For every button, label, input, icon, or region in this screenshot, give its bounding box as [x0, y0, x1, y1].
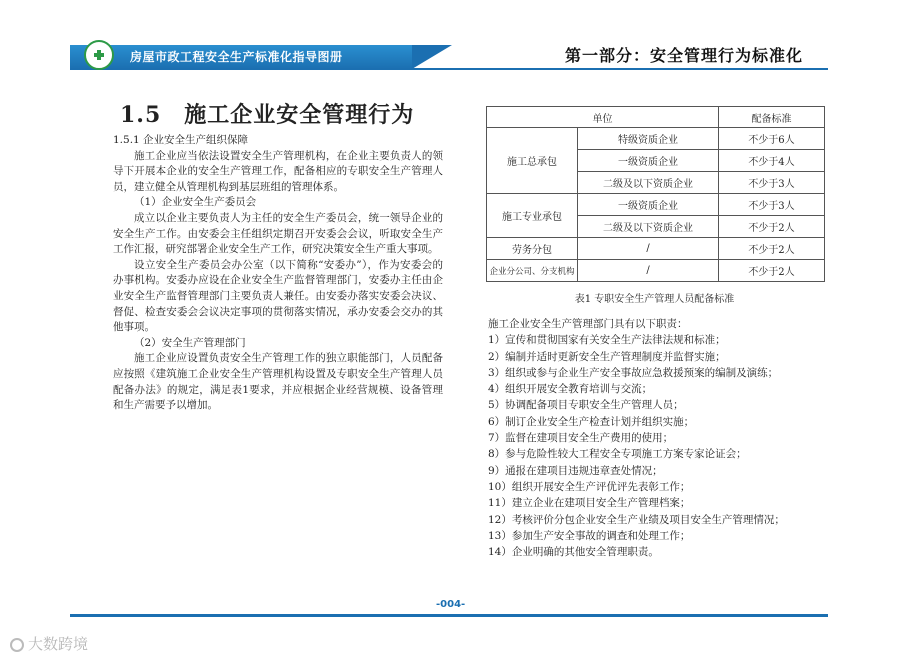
page-header — [0, 0, 900, 100]
sub-cell: 二级及以下资质企业 — [578, 172, 719, 194]
book-title: 房屋市政工程安全生产标准化指导图册 — [130, 50, 343, 64]
list-item: 6）制订企业安全生产检查计划并组织实施； — [488, 415, 695, 428]
list-item: 13）参加生产安全事故的调查和处理工作； — [488, 529, 691, 542]
subsection-heading: 1.5.1 企业安全生产组织保障 — [113, 134, 249, 146]
std-cell: 不少于3人 — [719, 172, 825, 194]
sub-cell: 一级资质企业 — [578, 194, 719, 216]
list-item: 1）宣传和贯彻国家有关安全生产法律法规和标准； — [488, 334, 726, 347]
std-cell: 不少于3人 — [719, 194, 825, 216]
item-heading: （1）企业安全生产委员会 — [134, 196, 257, 209]
part-title: 第一部分：安全管理行为标准化 — [565, 46, 804, 65]
left-column — [113, 133, 443, 414]
watermark-logo-icon — [10, 638, 24, 652]
list-item: 7）监督在建项目安全生产费用的使用； — [488, 432, 674, 445]
safety-cross-logo-icon — [84, 40, 114, 70]
paragraph: 成立以企业主要负责人为主任的安全生产委员会，统一领导企业的安全生产工作。由安委会主任组织定期召开安委会会议，听取安全生产工作汇报，研究部署企业安全生产工作，研究决策安全生产重大事项。 — [113, 211, 443, 256]
paragraph: 施工企业应设置负责安全生产管理工作的独立职能部门，人员配备应按照《建筑施工企业安全生产管理机构设置及专职安全生产管理人员配备办法》的规定，满足表1要求，并应根据企业经营规模、设备管理和生产需要予以增加。 — [113, 352, 443, 412]
std-cell: 不少于2人 — [719, 216, 825, 238]
header-standard: 配备标准 — [719, 107, 825, 128]
sub-cell: / — [578, 260, 719, 282]
duties-intro: 施工企业安全生产管理部门具有以下职责： — [488, 318, 688, 330]
std-cell: 不少于2人 — [719, 260, 825, 282]
group-cell: 施工专业承包 — [487, 194, 578, 238]
paragraph: 施工企业应当依法设置安全生产管理机构，在企业主要负责人的领导下开展本企业的安全生产管理工作，配备相应的专职安全生产管理人员，建立健全从管理机构到基层班组的管理体系。 — [113, 149, 443, 193]
footer-rule — [70, 614, 828, 617]
list-item: 4）组织开展安全教育培训与交流； — [488, 383, 653, 396]
group-cell: 劳务分包 — [487, 238, 578, 260]
group-cell: 施工总承包 — [487, 128, 578, 194]
list-item: 3）组织或参与企业生产安全事故应急救援预案的编制及演练； — [488, 366, 779, 379]
sub-cell: 一级资质企业 — [578, 150, 719, 172]
group-cell: 企业分公司、分支机构 — [487, 260, 578, 282]
watermark — [10, 633, 88, 654]
std-cell: 不少于4人 — [719, 150, 825, 172]
table-row — [487, 238, 825, 260]
header-bar-tip — [412, 45, 452, 69]
table-caption: 表1 专职安全生产管理人员配备标准 — [574, 294, 735, 305]
staffing-standard-table — [486, 106, 825, 282]
list-item: 5）协调配备项目专职安全生产管理人员； — [488, 399, 684, 412]
list-item: 11）建立企业在建项目安全生产管理档案； — [488, 497, 691, 510]
item-heading: （2）安全生产管理部门 — [134, 336, 246, 349]
table-row — [487, 128, 825, 150]
std-cell: 不少于6人 — [719, 128, 825, 150]
sub-cell: 二级及以下资质企业 — [578, 216, 719, 238]
sub-cell: / — [578, 238, 719, 260]
section-title: 1.5 施工企业安全管理行为 — [120, 102, 415, 128]
duties-list — [472, 316, 824, 560]
list-item: 2）编制并适时更新安全生产管理制度并监督实施； — [488, 350, 726, 363]
list-item: 8）参与危险性较大工程安全专项施工方案专家论证会； — [488, 448, 747, 461]
std-cell: 不少于2人 — [719, 238, 825, 260]
list-item: 14）企业明确的其他安全管理职责。 — [488, 546, 659, 559]
table-row — [487, 194, 825, 216]
list-item: 12）考核评价分包企业安全生产业绩及项目安全生产管理情况； — [488, 513, 785, 526]
page-number: -004- — [436, 599, 466, 610]
table-header-row — [487, 107, 825, 128]
watermark-text: 大数跨境 — [28, 635, 89, 653]
list-item: 9）通报在建项目违规违章查处情况； — [488, 464, 663, 477]
list-item: 10）组织开展安全生产评优评先表彰工作； — [488, 480, 691, 493]
logo-cross — [94, 50, 104, 60]
sub-cell: 特级资质企业 — [578, 128, 719, 150]
header-unit: 单位 — [487, 107, 719, 128]
paragraph: 设立安全生产委员会办公室（以下简称“安委办”），作为安委会的办事机构。安委办应设在企业安全生产监督管理部门，安委办主任由企业安全生产监督管理部门主要负责人兼任。由安委办落实安委会决议、督促、检查安委会会议决定事项的贯彻落实情况，承办安委会交办的其他事项。 — [113, 258, 443, 334]
table-row — [487, 260, 825, 282]
header-rule — [70, 68, 828, 70]
